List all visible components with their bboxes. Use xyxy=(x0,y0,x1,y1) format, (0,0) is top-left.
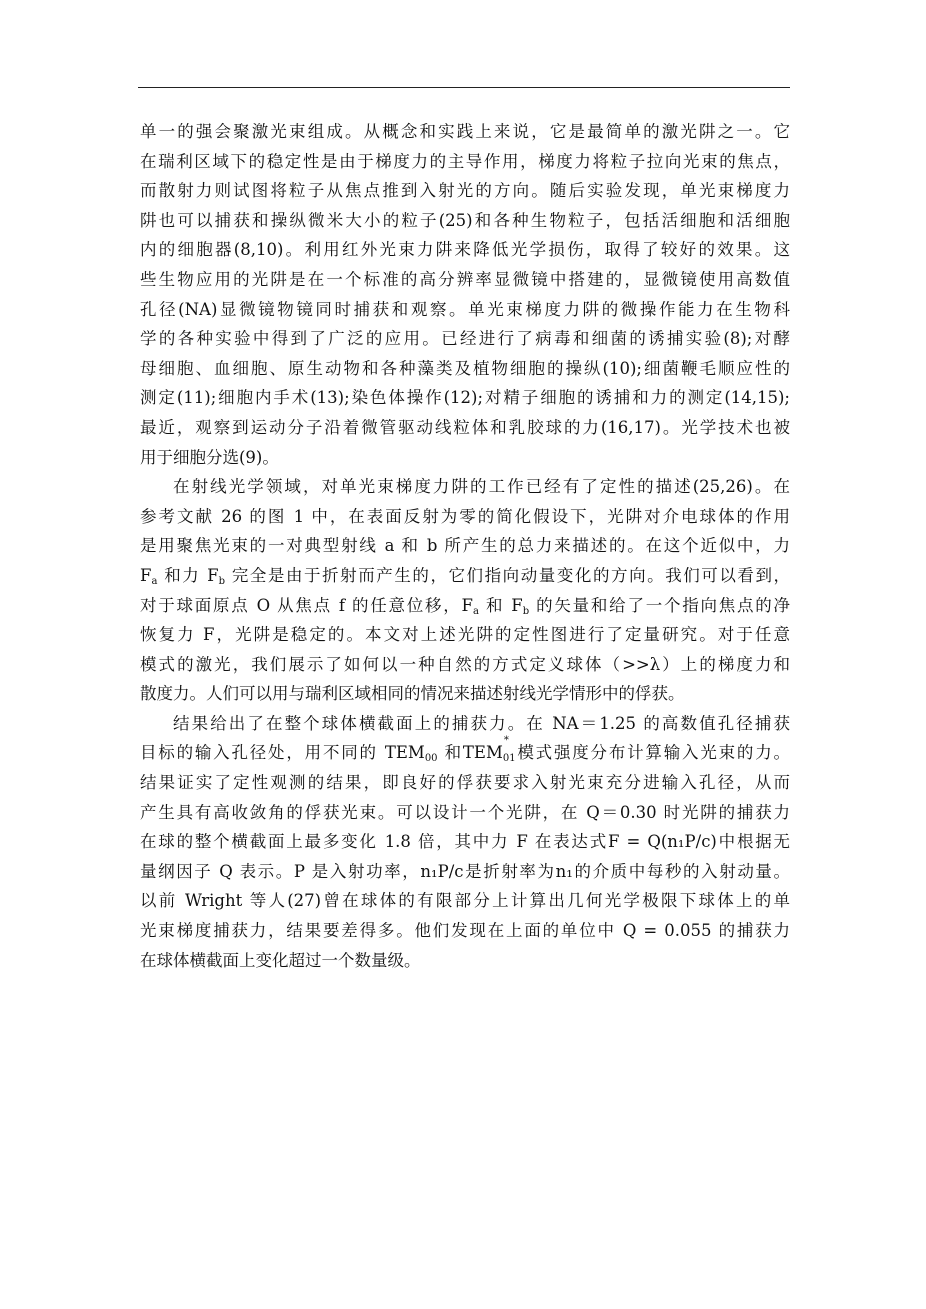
text-line: 单一的强会聚激光束组成。从概念和实践上来说，它是最简单的激光阱之一。它 xyxy=(140,122,790,141)
text-line xyxy=(140,709,790,739)
paragraph-1 xyxy=(140,117,790,472)
text-line: 而散射力则试图将粒子从焦点推到入射光的方向。随后实验发现，单光束梯度力 xyxy=(140,181,790,201)
text-line: 结果证实了定性观测的结果，即良好的俘获要求入射光束充分进输入孔径，从而 xyxy=(140,773,790,793)
math-expression: n₁P/c xyxy=(420,861,464,881)
text-segment: 在射线光学领域，对单光束梯度力阱的工作已经有了定性的描述(25,26)。在 xyxy=(173,477,790,497)
text-line: 产生具有高收敛角的俘获光束。可以设计一个光阱，在 Q＝0.30 时光阱的捕获力 xyxy=(140,802,790,822)
header-rule xyxy=(138,87,790,88)
text-segment: 在球的整个横截面上最多变化 1.8 倍，其中力 F 在表达式 xyxy=(140,832,608,852)
text-line: 最近，观察到运动分子沿着微管驱动线粒体和乳胶球的力(16,17)。光学技术也被 xyxy=(140,417,790,437)
text-line: 以前 Wright 等人(27)曾在球体的有限部分上计算出几何光学极限下球体上的单 xyxy=(140,891,790,911)
text-line: 孔径(NA)显微镜物镜同时捕获和观察。单光束梯度力阱的微操作能力在生物科 xyxy=(140,299,790,319)
text-line: 模式的激光，我们展示了如何以一种自然的方式定义球体（>>λ）上的梯度力和 xyxy=(140,654,790,674)
subscript: b xyxy=(218,575,226,587)
text-segment: 是折射率为 xyxy=(463,861,556,881)
superscript-star: * xyxy=(503,735,509,747)
text-line: 阱也可以捕获和操纵微米大小的粒子(25)和各种生物粒子，包括活细胞和活细胞 xyxy=(140,210,790,230)
text-line: 散度力。人们可以用与瑞利区域相同的情况来描述射线光学情形中的俘获。 xyxy=(140,684,685,704)
text-segment: 和力 F xyxy=(164,565,219,585)
text-line: 参考文献 26 的图 1 中，在表面反射为零的简化假设下，光阱对介电球体的作用 xyxy=(140,506,790,526)
text-segment: 和TEM xyxy=(444,743,503,763)
text-segment: 目标的输入孔径处，用不同的 TEM xyxy=(140,743,425,763)
text-line: 些生物应用的光阱是在一个标准的高分辨率显微镜中搭建的，显微镜使用高数值 xyxy=(140,269,790,289)
subscript: 01 xyxy=(502,753,516,765)
document-body xyxy=(140,117,790,975)
text-line xyxy=(140,561,790,591)
text-segment: 结果给出了在整个球体横截面上的捕获力。在 NA＝1.25 的高数值孔径捕获 xyxy=(173,713,790,733)
text-segment: 中根据无 xyxy=(716,832,791,852)
text-line: 用于细胞分选(9)。 xyxy=(140,447,279,467)
tem-mode-notation xyxy=(502,735,516,768)
text-segment: 对于球面原点 O 从焦点 f 的任意位移，F xyxy=(140,595,474,615)
text-segment: 和 F xyxy=(486,595,523,615)
text-line: 在球体横截面上变化超过一个数量级。 xyxy=(140,950,421,970)
math-expression: F = Q(n₁P/c) xyxy=(608,832,717,852)
text-line xyxy=(140,857,790,887)
text-segment: 量纲因子 Q 表示。P 是入射功率， xyxy=(140,861,421,881)
subscript: 00 xyxy=(424,753,438,765)
paragraph-3 xyxy=(140,709,790,975)
subscript: b xyxy=(522,605,530,617)
text-segment: 的介质中每秒的入射动量。 xyxy=(572,861,791,881)
math-expression: n₁ xyxy=(555,861,573,881)
text-line xyxy=(140,472,790,502)
text-line xyxy=(140,827,790,857)
text-line: 是用聚焦光束的一对典型射线 a 和 b 所产生的总力来描述的。在这个近似中，力 xyxy=(140,536,790,556)
text-line: 在瑞利区域下的稳定性是由于梯度力的主导作用，梯度力将粒子拉向光束的焦点， xyxy=(140,151,790,171)
text-segment: 完全是由于折射而产生的，它们指向动量变化的方向。我们可以看到， xyxy=(231,565,791,585)
text-line: 内的细胞器(8,10)。利用红外光束力阱来降低光学损伤，取得了较好的效果。这 xyxy=(140,240,790,260)
text-line: 学的各种实验中得到了广泛的应用。已经进行了病毒和细菌的诱捕实验(8);对酵 xyxy=(140,329,790,349)
text-segment: 模式强度分布计算输入光束的力。 xyxy=(515,743,790,763)
subscript: a xyxy=(151,575,158,587)
text-line: 恢复力 F，光阱是稳定的。本文对上述光阱的定性图进行了定量研究。对于任意 xyxy=(140,625,790,645)
text-line: 光束梯度捕获力，结果要差得多。他们发现在上面的单位中 Q = 0.055 的捕获力 xyxy=(140,921,790,941)
text-line: 测定(11);细胞内手术(13);染色体操作(12);对精子细胞的诱捕和力的测定(14,15); xyxy=(140,388,790,408)
text-line: 母细胞、血细胞、原生动物和各种藻类及植物细胞的操纵(10);细菌鞭毛顺应性的 xyxy=(140,358,790,378)
text-segment: F xyxy=(140,565,152,585)
subscript: a xyxy=(473,605,479,617)
text-line xyxy=(140,735,790,768)
text-line xyxy=(140,591,790,621)
text-segment: 的矢量和给了一个指向焦点的净 xyxy=(536,595,791,615)
paragraph-2 xyxy=(140,472,790,709)
